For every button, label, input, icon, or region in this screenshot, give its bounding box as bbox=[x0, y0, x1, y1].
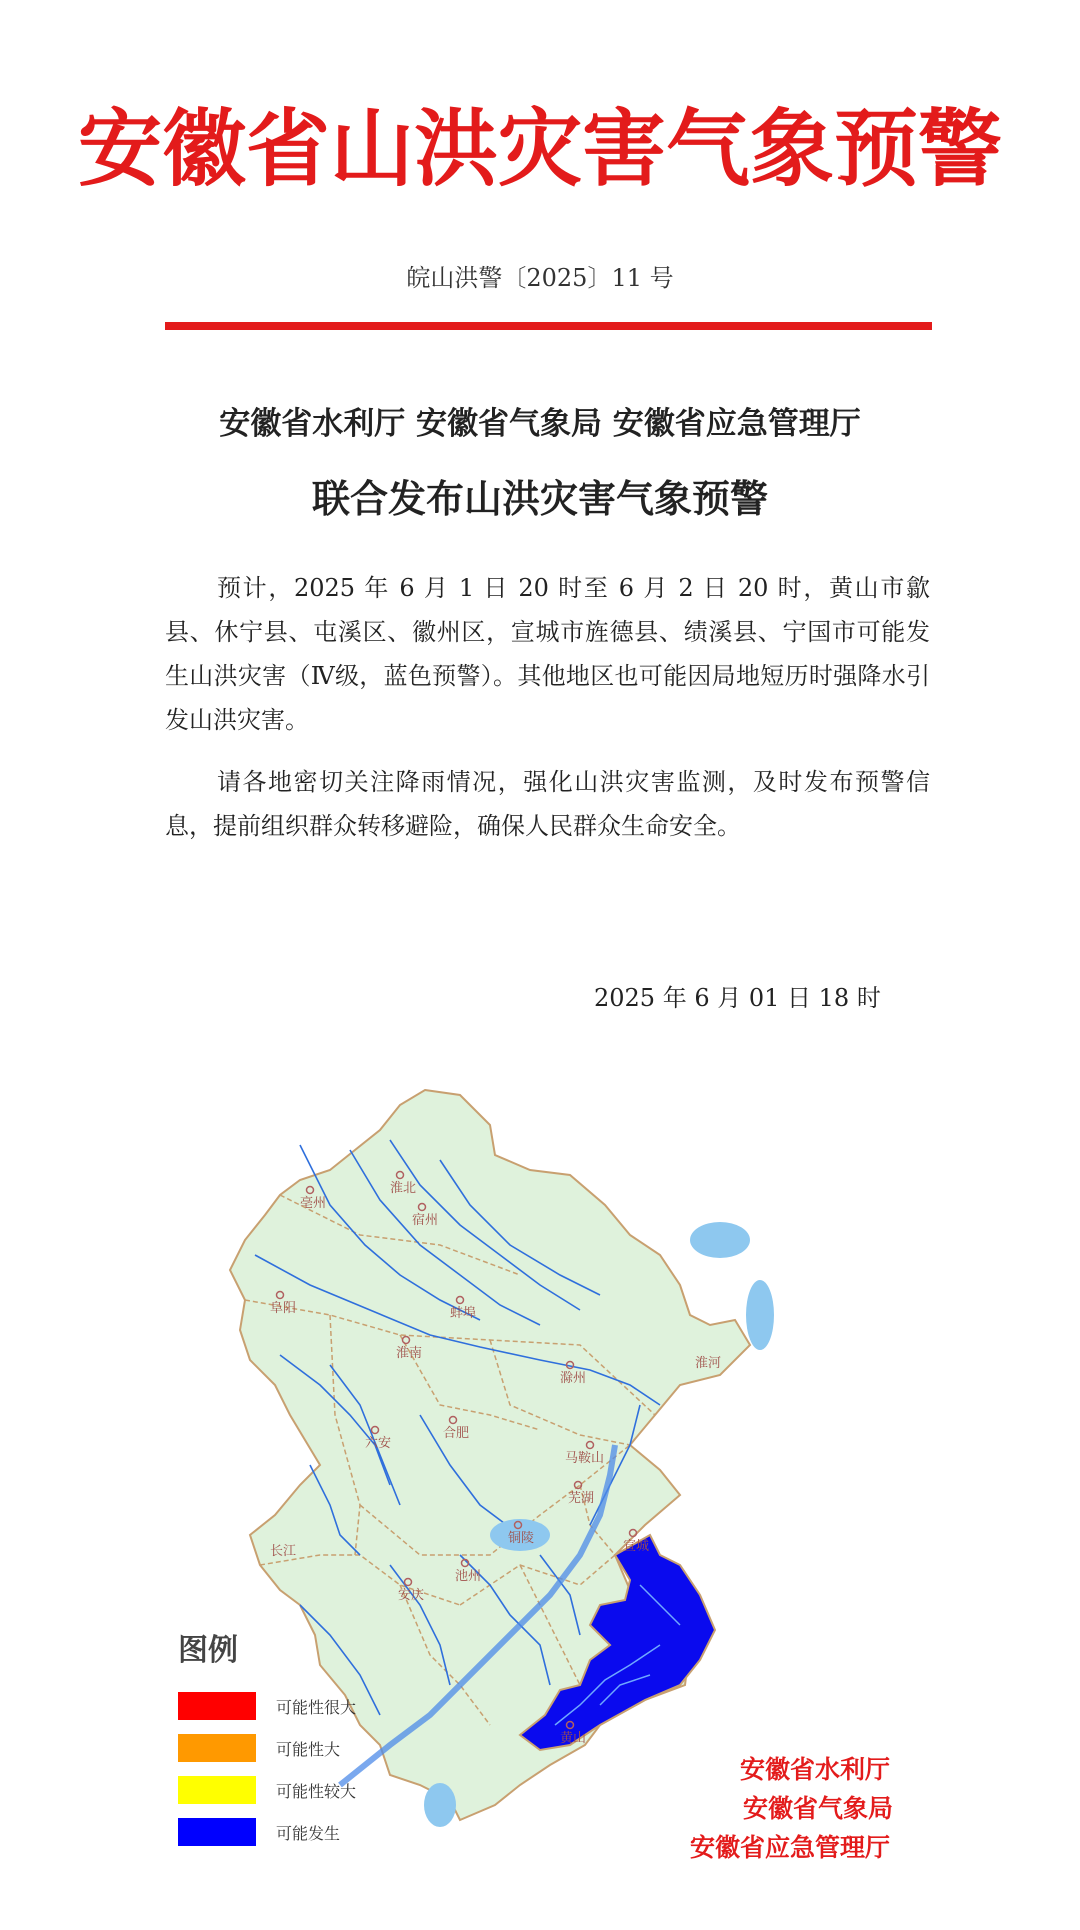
legend-title: 图例 bbox=[178, 1633, 238, 1668]
city-label-anqing: 安庆 bbox=[398, 1588, 425, 1603]
legend-label: 可能性很大 bbox=[276, 1697, 357, 1717]
city-label-maanshan: 马鞍山 bbox=[565, 1451, 605, 1466]
issuing-agencies: 安徽省水利厅 安徽省气象局 安徽省应急管理厅 bbox=[219, 406, 861, 442]
issuer-stamp-emergency: 安徽省应急管理厅 bbox=[690, 1833, 891, 1862]
city-label-tongling: 铜陵 bbox=[508, 1531, 535, 1546]
city-label-xuancheng: 宣城 bbox=[623, 1539, 650, 1554]
city-label-fuyang: 阜阳 bbox=[270, 1301, 297, 1316]
legend-swatch-yellow bbox=[178, 1776, 256, 1804]
legend-swatch-orange bbox=[178, 1734, 256, 1762]
map-legend bbox=[178, 1625, 356, 1853]
city-label-luan: 六安 bbox=[365, 1436, 392, 1451]
city-label-chizhou: 池州 bbox=[455, 1569, 482, 1584]
legend-item bbox=[178, 1811, 356, 1853]
city-label-chuzhou: 滁州 bbox=[560, 1371, 587, 1386]
legend-label: 可能发生 bbox=[276, 1823, 341, 1843]
legend-label: 可能性较大 bbox=[276, 1781, 357, 1801]
forecast-paragraph: 预计，2025 年 6 月 1 日 20 时至 6 月 2 日 20 时，黄山市歙县、休宁县、屯溪区、徽州区，宣城市旌德县、绩溪县、宁国市可能发生山洪灾害（Ⅳ级，蓝色预警）。其他地区也可能因局地短历时强降水引发山洪灾害。 bbox=[165, 574, 930, 734]
city-label-suzhou: 宿州 bbox=[412, 1213, 439, 1228]
legend-item bbox=[178, 1727, 356, 1769]
issue-date: 2025 年 6 月 01 日 18 时 bbox=[594, 984, 881, 1012]
legend-item bbox=[178, 1685, 356, 1727]
legend-swatch-red bbox=[178, 1692, 256, 1720]
city-label-huangshan: 黄山 bbox=[560, 1731, 587, 1746]
river-label-huaihe: 淮河 bbox=[695, 1356, 722, 1371]
advice-paragraph: 请各地密切关注降雨情况，强化山洪灾害监测，及时发布预警信息，提前组织群众转移避险，确保人民群众生命安全。 bbox=[165, 768, 930, 840]
city-label-bengbu: 蚌埠 bbox=[450, 1306, 477, 1321]
city-label-huainan: 淮南 bbox=[396, 1346, 423, 1361]
legend-swatch-blue bbox=[178, 1818, 256, 1846]
document-number: 皖山洪警〔2025〕11 号 bbox=[406, 264, 674, 292]
city-label-huaibei: 淮北 bbox=[390, 1181, 417, 1196]
city-label-hefei: 合肥 bbox=[443, 1426, 470, 1441]
legend-label: 可能性大 bbox=[276, 1739, 341, 1759]
document-subtitle: 联合发布山洪灾害气象预警 bbox=[311, 477, 768, 521]
poyang-lake bbox=[424, 1783, 456, 1827]
river-label-changjiang: 长江 bbox=[270, 1544, 297, 1559]
issuer-stamp-meteorology: 安徽省气象局 bbox=[743, 1794, 894, 1823]
issuer-stamp-water-resources: 安徽省水利厅 bbox=[740, 1755, 891, 1784]
city-label-wuhu: 芜湖 bbox=[568, 1491, 595, 1506]
hongze-lake bbox=[690, 1222, 750, 1258]
city-label-bozhou: 亳州 bbox=[300, 1196, 327, 1211]
gaoyou-lake bbox=[746, 1280, 774, 1350]
legend-item bbox=[178, 1769, 356, 1811]
header-divider bbox=[165, 322, 932, 330]
header-title: 安徽省山洪灾害气象预警 bbox=[77, 99, 1002, 198]
